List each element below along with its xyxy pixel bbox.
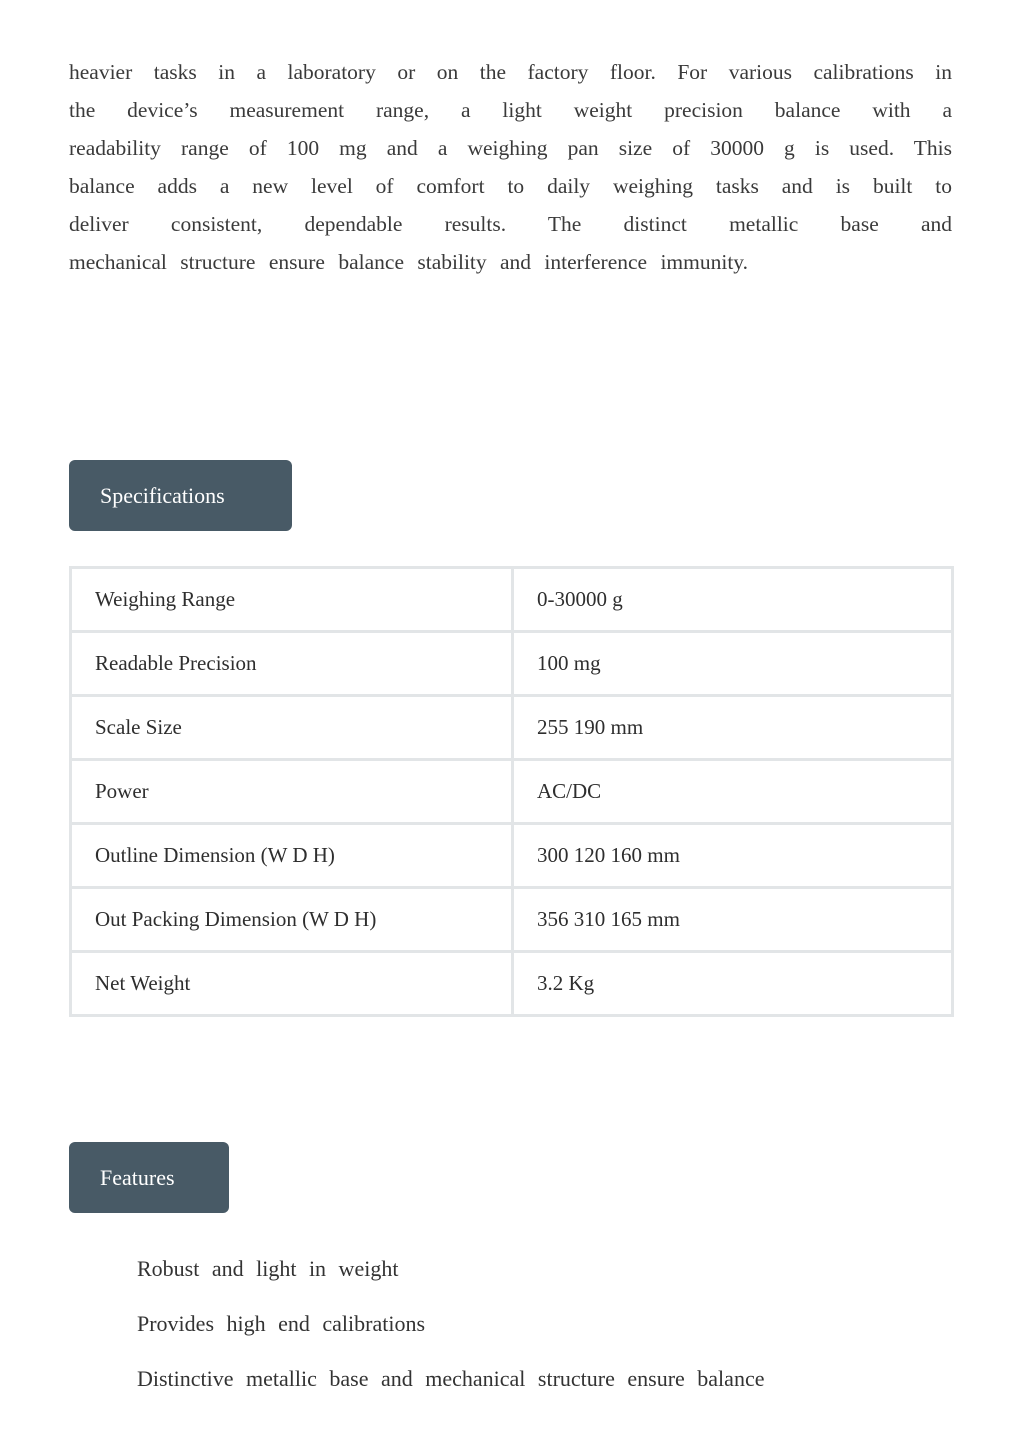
spec-label: Outline Dimension (W D H) <box>71 824 513 888</box>
table-row <box>71 888 953 952</box>
features-heading: Features <box>69 1142 229 1213</box>
table-row <box>71 696 953 760</box>
intro-line: readability range of 100 mg and a weighing pan size of 30000 g is used. This <box>69 136 952 160</box>
table-row <box>71 632 953 696</box>
intro-line: balance adds a new level of comfort to daily weighing tasks and is built to <box>69 174 952 198</box>
features-list <box>137 1248 937 1413</box>
table-row <box>71 952 953 1016</box>
spec-value: 255 190 mm <box>513 696 953 760</box>
spec-label: Readable Precision <box>71 632 513 696</box>
spec-label: Scale Size <box>71 696 513 760</box>
intro-paragraph <box>69 53 952 281</box>
list-item: Provides high end calibrations <box>137 1311 426 1336</box>
spec-value: 356 310 165 mm <box>513 888 953 952</box>
list-item: Distinctive metallic base and mechanical structure ensure balance <box>137 1366 765 1391</box>
intro-line: deliver consistent, dependable results. The distinct metallic base and <box>69 212 952 236</box>
table-row <box>71 568 953 632</box>
spec-value: 300 120 160 mm <box>513 824 953 888</box>
spec-label: Net Weight <box>71 952 513 1016</box>
spec-label: Out Packing Dimension (W D H) <box>71 888 513 952</box>
intro-line: mechanical structure ensure balance stability and interference immunity. <box>69 250 749 274</box>
specifications-heading: Specifications <box>69 460 292 531</box>
intro-line: heavier tasks in a laboratory or on the factory floor. For various calibrations in <box>69 60 952 84</box>
spec-label: Power <box>71 760 513 824</box>
table-row <box>71 760 953 824</box>
spec-value: 0-30000 g <box>513 568 953 632</box>
spec-label: Weighing Range <box>71 568 513 632</box>
spec-value: AC/DC <box>513 760 953 824</box>
specifications-table <box>69 566 954 1017</box>
spec-value: 3.2 Kg <box>513 952 953 1016</box>
table-row <box>71 824 953 888</box>
list-item: Robust and light in weight <box>137 1256 399 1281</box>
spec-value: 100 mg <box>513 632 953 696</box>
intro-line: the device’s measurement range, a light weight precision balance with a <box>69 98 952 122</box>
